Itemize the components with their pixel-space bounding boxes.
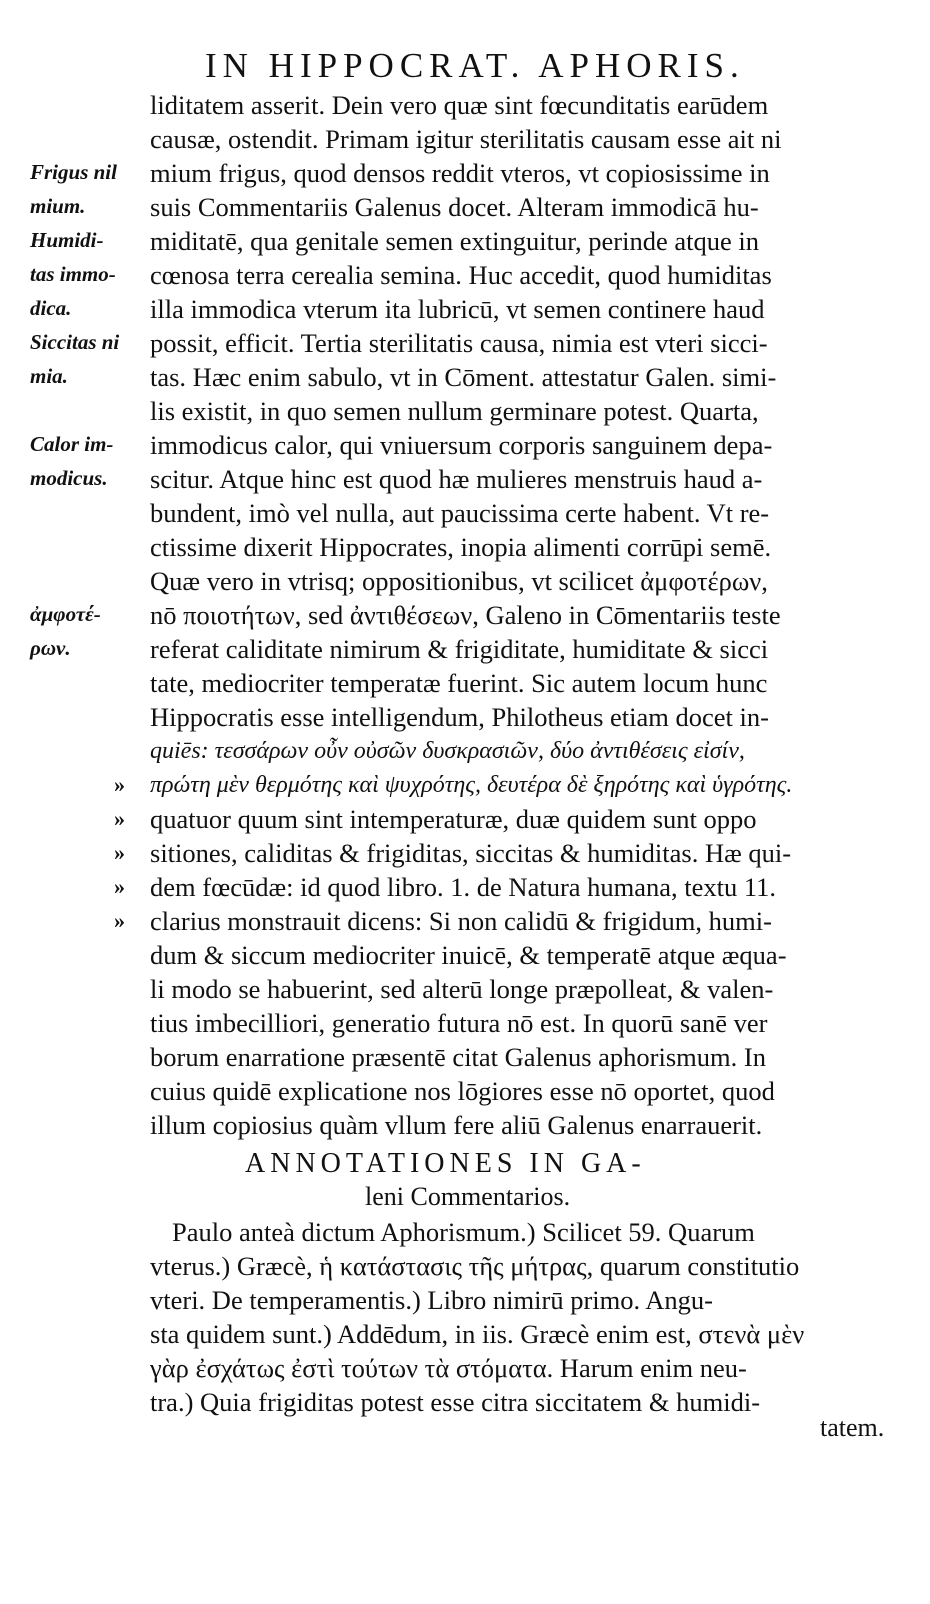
greek-quote-line: πρώτη μὲν θερμότης καὶ ψυχρότης, δευτέρα δὲ ξηρότης καὶ ὑγρότης. [150,772,793,798]
margin-note: Calor im- [30,432,114,456]
margin-note: Humidi- [30,228,104,252]
body-line: Hippocratis esse intelligendum, Philotheus etiam docet in- [150,702,769,732]
margin-note: dica. [30,296,72,320]
annotation-line: γὰρ ἐσχάτως ἐστὶ τούτων τὰ στόματα. Harum enim neu- [150,1353,747,1383]
annotation-line: tra.) Quia frigiditas potest esse citra siccitatem & humidi- [150,1387,761,1417]
margin-note: mia. [30,364,68,388]
body-line: miditatē, qua genitale semen extinguitur, perinde atque in [150,226,759,256]
annotation-line: sta quidem sunt.) Addēdum, in iis. Græcè enim est, στενὰ μὲν [150,1319,805,1349]
body-line: dum & siccum mediocriter inuicē, & temperatē atque æqua- [150,940,787,970]
body-line: borum enarratione præsentē citat Galenus aphorismum. In [150,1042,766,1072]
body-line: illum copiosius quàm vllum fere aliū Galenus enarrauerit. [150,1110,763,1140]
annotations-heading: ANNOTATIONES IN GA- [245,1148,646,1179]
body-line: causæ, ostendit. Primam igitur sterilitatis causam esse ait ni [150,124,782,154]
quote-mark: » [114,908,125,933]
quote-mark: » [114,772,125,797]
body-line: tius imbecilliori, generatio futura nō est. In quorū sanē ver [150,1008,768,1038]
body-line: tas. Hæc enim sabulo, vt in Cōment. attestatur Galen. simi- [150,362,777,392]
body-line: li modo se habuerint, sed alterū longe præpolleat, & valen- [150,974,774,1004]
body-line: liditatem asserit. Dein vero quæ sint fœcunditatis earūdem [150,90,769,120]
body-line: tate, mediocriter temperatæ fuerint. Sic autem locum hunc [150,668,768,698]
margin-note: modicus. [30,466,108,490]
body-line: quatuor quum sint intemperaturæ, duæ quidem sunt oppo [150,804,757,834]
catchword: tatem. [820,1413,885,1442]
body-line: possit, efficit. Tertia sterilitatis causa, nimia est vteri sicci- [150,328,768,358]
body-line: cœnosa terra cerealia semina. Huc accedit, quod humiditas [150,260,772,290]
body-line: mium frigus, quod densos reddit vteros, vt copiosissime in [150,158,770,188]
margin-note: ρων. [30,636,71,660]
margin-note: Siccitas ni [30,330,120,354]
body-line: illa immodica vterum ita lubricū, vt semen continere haud [150,294,765,324]
body-line: bundent, imò vel nulla, aut paucissima certe habent. Vt re- [150,498,770,528]
greek-quote-line: quiēs: τεσσάρων οὖν οὐσῶν δυσκρασιῶν, δύο ἀντιθέσεις εἰσίν, [150,738,745,764]
body-line: sitiones, caliditas & frigiditas, siccitas & humiditas. Hæ qui- [150,838,792,868]
body-line: scitur. Atque hinc est quod hæ mulieres menstruis haud a- [150,464,763,494]
annotation-line: Paulo anteà dictum Aphorismum.) Scilicet 59. Quarum [172,1217,755,1247]
margin-note: mium. [30,194,86,218]
body-line: lis existit, in quo semen nullum germinare potest. Quarta, [150,396,759,426]
body-line: ctissime dixerit Hippocrates, inopia alimenti corrūpi semē. [150,532,772,562]
body-line: cuius quidē explicatione nos lōgiores esse nō oportet, quod [150,1076,775,1106]
body-line: referat caliditate nimirum & frigiditate, humiditate & sicci [150,634,769,664]
margin-note: Frigus nil [30,160,117,184]
margin-note: tas immo- [30,262,116,286]
annotations-subheading: leni Commentarios. [365,1182,571,1211]
annotation-line: vteri. De temperamentis.) Libro nimirū primo. Angu- [150,1285,713,1315]
body-line: clarius monstrauit dicens: Si non calidū & frigidum, humi- [150,906,772,936]
quote-mark: » [114,840,125,865]
quote-mark: » [114,806,125,831]
running-head: IN HIPPOCRAT. APHORIS. [205,46,745,85]
body-line: dem fœcūdæ: id quod libro. 1. de Natura humana, textu 11. [150,872,777,902]
body-line: nō ποιοτήτων, sed ἀντιθέσεων, Galeno in Cōmentariis teste [150,600,781,630]
body-line: immodicus calor, qui vniuersum corporis sanguinem depa- [150,430,773,460]
body-line: Quæ vero in vtrisq; oppositionibus, vt scilicet ἀμφοτέρων, [150,566,768,596]
annotation-line: vterus.) Græcè, ἡ κατάστασις τῆς μήτρας, quarum constitutio [150,1251,800,1281]
quote-mark: » [114,874,125,899]
body-line: suis Commentariis Galenus docet. Alteram immodicā hu- [150,192,759,222]
margin-note: ἀμφοτέ- [30,602,101,626]
